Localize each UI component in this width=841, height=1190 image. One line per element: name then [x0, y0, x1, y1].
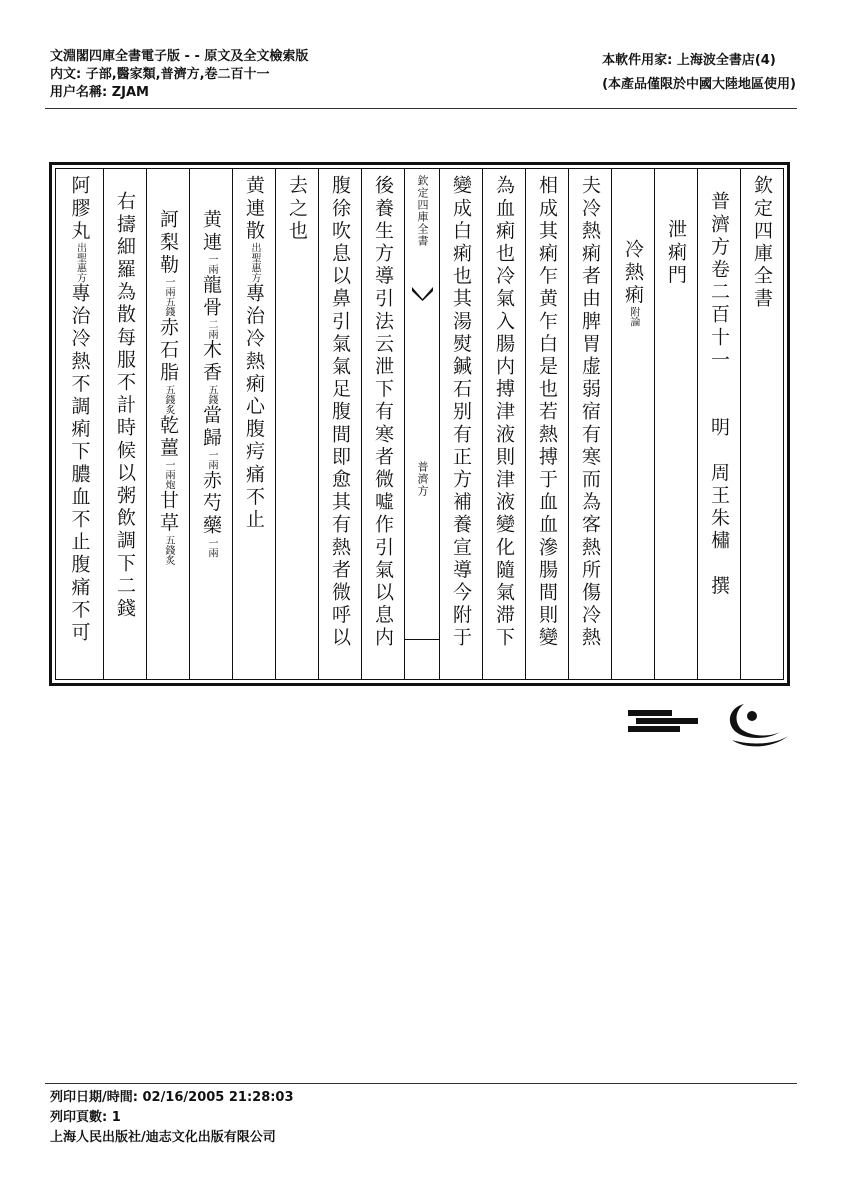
- column-body: [482, 169, 525, 679]
- column-ingredients: [189, 169, 232, 679]
- column-text: 去之也: [286, 175, 308, 243]
- column-volume-heading: [697, 169, 740, 679]
- column-text: 冷熱痢: [622, 239, 644, 307]
- header-left: [50, 48, 308, 102]
- recipe-name: 黄連散: [243, 175, 265, 243]
- column-text: 右擣細羅為散每服不計時候以粥飲調下二錢: [114, 191, 136, 621]
- column-recipe-group: [243, 175, 265, 531]
- column-body: [103, 169, 146, 679]
- ingredient-list: [157, 209, 179, 565]
- fish-tail-icon: [412, 287, 433, 301]
- text-frame: [49, 162, 790, 686]
- ingredient-dose: 五錢炙: [163, 384, 174, 415]
- header-title: 文淵閣四庫全書電子版 - - 原文及全文檢索版: [50, 49, 309, 64]
- footer-print-datetime: 列印日期/時間: 02/16/2005 21:28:03: [50, 1090, 294, 1105]
- footer-print-pages: 列印頁數: 1: [50, 1110, 121, 1125]
- column-body: [568, 169, 611, 679]
- ingredient-dose: 一兩炮: [163, 459, 174, 490]
- column-subsection: [611, 169, 654, 679]
- column-recipe-group: [69, 175, 91, 644]
- text-frame-inner: [55, 168, 784, 680]
- column-body: [275, 169, 318, 679]
- ingredient: 赤石脂: [157, 316, 179, 385]
- column-body: [439, 169, 482, 679]
- ingredient: 訶梨勒: [157, 209, 179, 277]
- recipe-description: 專治冷熱痢心腹疞痛不止: [243, 282, 265, 532]
- ingredient-dose: 五錢: [206, 384, 217, 405]
- ingredient-dose: 一兩: [206, 254, 217, 275]
- column-text: 普濟方卷二百十一 明 周王朱橚 撰: [708, 191, 730, 598]
- column-text: 為血痢也冷氣入腸内搏津液則津液變化隨氣滞下: [493, 175, 515, 650]
- ingredient-dose: 一兩五錢: [163, 276, 174, 317]
- ingredient: 赤芍藥: [200, 469, 222, 538]
- recipe-source-note: 出聖惠方: [249, 242, 260, 283]
- column-title: [740, 169, 783, 679]
- ingredient: 龍骨: [200, 274, 222, 320]
- header-right: [602, 52, 796, 94]
- header-restriction: (本產品僅限於中國大陸地區使用): [602, 77, 796, 92]
- column-text: 夫冷熱痢者由脾胃虚弱宿有寒而為客熱所傷冷熱: [579, 175, 601, 650]
- footer-rule: [45, 1083, 797, 1084]
- column-text: 泄痢門: [665, 219, 687, 287]
- column-note: 附論: [628, 306, 639, 327]
- recipe-source-note: 出聖惠方: [74, 242, 86, 283]
- header-publisher: 本軟件用家: 上海波全書店(4): [602, 53, 776, 68]
- column-page-gutter: [404, 169, 439, 679]
- column-subsection-group: [622, 239, 644, 327]
- footer-publisher: 上海人民出版社/迪志文化出版有限公司: [50, 1130, 276, 1145]
- column-text: 後養生方導引法云泄下有寒者微噓作引氣以息内: [372, 175, 394, 650]
- ingredient: 當歸: [200, 404, 222, 450]
- header-user: 用户名稱: ZJAM: [50, 85, 149, 100]
- gutter-title: 欽定四庫全書: [416, 175, 429, 247]
- column-body: [361, 169, 404, 679]
- column-text: 欽定四庫全書: [751, 175, 773, 311]
- ingredient-dose: 一兩: [206, 449, 217, 470]
- gutter-running-title: 普濟方: [416, 461, 429, 497]
- column-text: 相成其痢乍黄乍白是也若熱搏于血血滲腸間則變: [536, 175, 558, 650]
- footer: [50, 1088, 294, 1148]
- column-recipe-title: [56, 169, 103, 679]
- column-recipe-title: [232, 169, 275, 679]
- gutter-rule: [405, 639, 439, 640]
- ingredient: 甘草: [157, 489, 179, 536]
- ingredient-dose: 二兩: [206, 319, 217, 340]
- header-content-path: 内文: 子部,醫家類,普濟方,卷二百十一: [50, 67, 270, 82]
- recipe-name: 阿膠丸: [68, 175, 91, 243]
- publisher-logo: [628, 696, 788, 751]
- recipe-description: 專治冷熱不調痢下膿血不止腹痛不可: [68, 282, 91, 645]
- column-text: 腹徐吹息以鼻引氣氣足腹間即愈其有熱者微呼以: [329, 175, 351, 650]
- column-ingredients: [146, 169, 189, 679]
- ingredient: 木香: [200, 339, 222, 385]
- column-section: [654, 169, 697, 679]
- column-body: [318, 169, 361, 679]
- ingredient-dose: 五錢炙: [163, 535, 174, 566]
- column-body: [525, 169, 568, 679]
- header-rule: [45, 108, 797, 109]
- ingredient: 乾薑: [157, 414, 179, 460]
- ingredient-list: [200, 209, 222, 558]
- column-text: 變成白痢也其湯熨鍼石别有正方補養宣導今附于: [450, 175, 472, 650]
- ingredient-dose: 一兩: [206, 537, 217, 558]
- ingredient: 黄連: [200, 209, 222, 255]
